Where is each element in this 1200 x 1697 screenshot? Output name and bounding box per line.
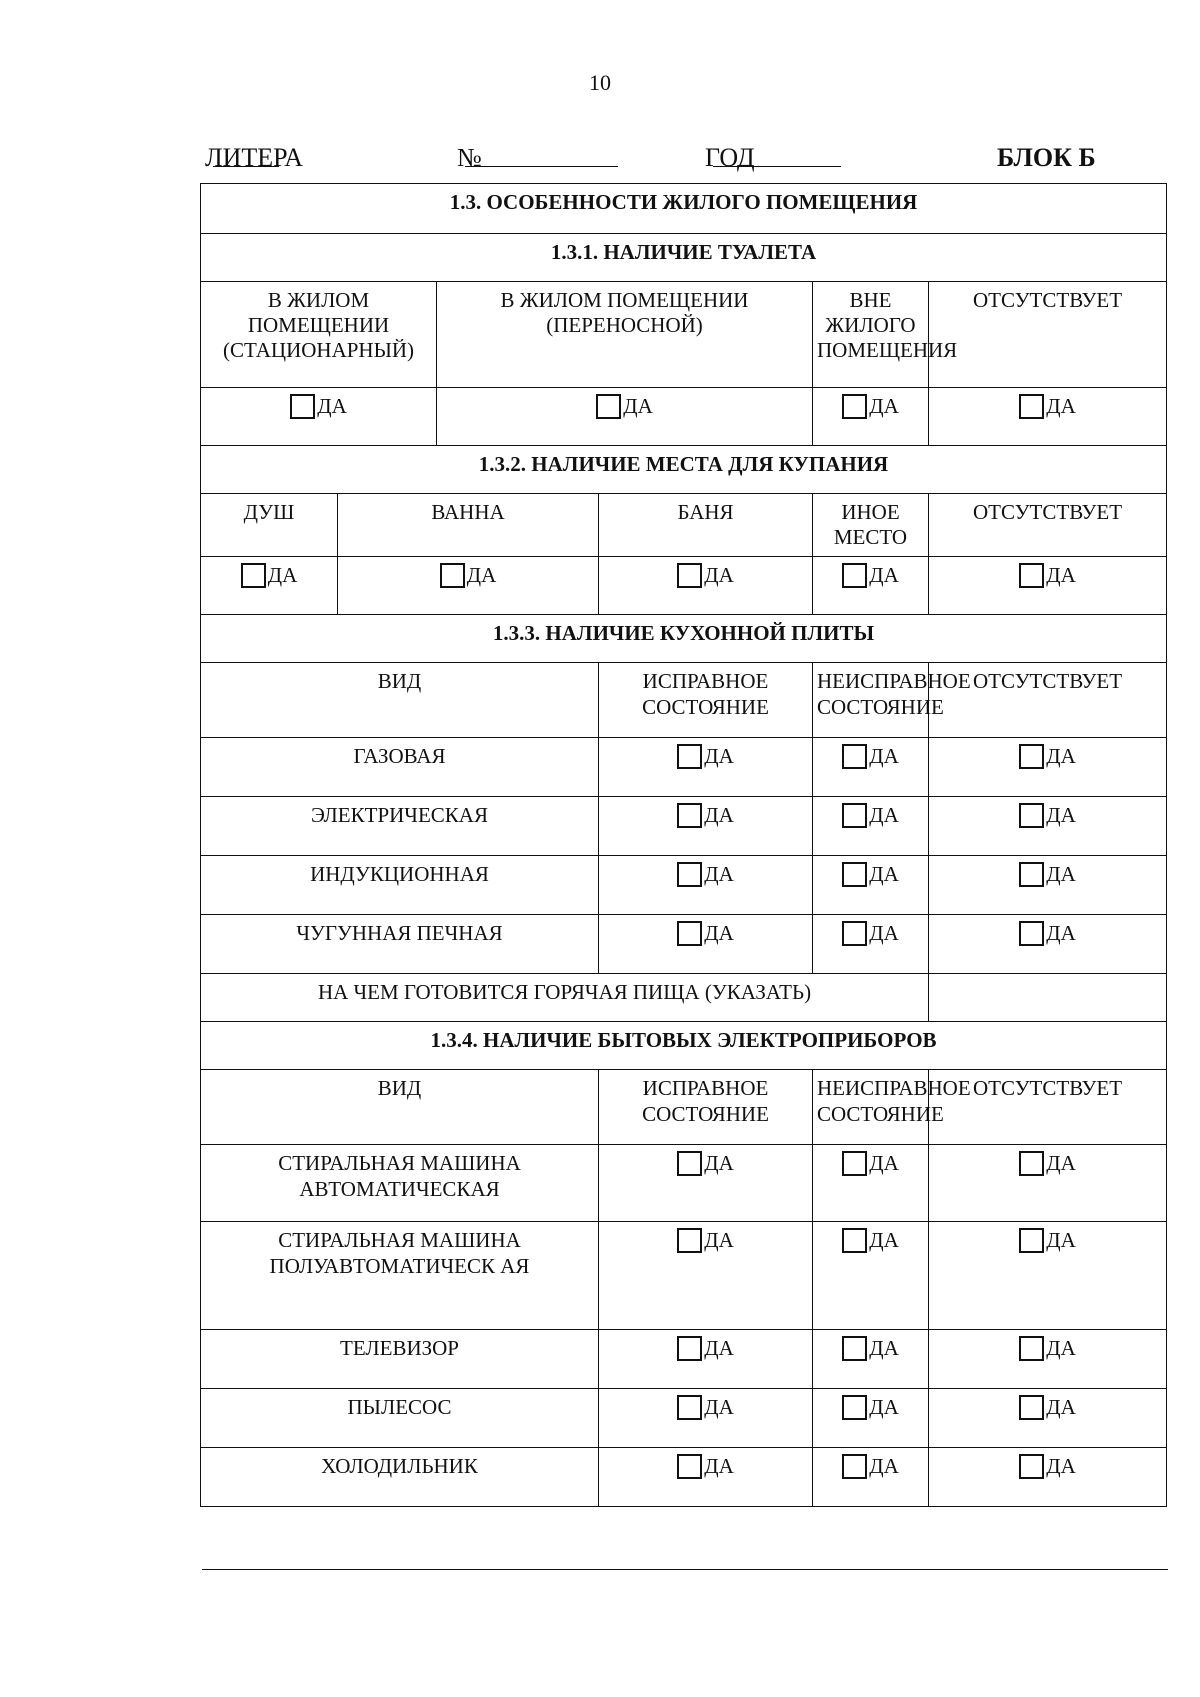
appliance-working-cell: [599, 1389, 813, 1448]
checkbox-option[interactable]: [241, 563, 298, 588]
checkbox-option[interactable]: [677, 1336, 734, 1361]
checkbox-option[interactable]: [677, 1228, 734, 1253]
checkbox-option[interactable]: [596, 394, 653, 419]
checkbox[interactable]: [1019, 862, 1044, 887]
checkbox[interactable]: [1019, 1151, 1044, 1176]
bathing-col-other: ИНОЕ МЕСТО: [813, 494, 929, 557]
stove-working-cell: [599, 738, 813, 797]
stove-row-label: ЧУГУННАЯ ПЕЧНАЯ: [201, 915, 599, 974]
checkbox-label: ДА: [1046, 1336, 1076, 1361]
checkbox-label: ДА: [869, 744, 899, 769]
bathing-col-shower: ДУШ: [201, 494, 338, 557]
checkbox[interactable]: [290, 394, 315, 419]
checkbox[interactable]: [1019, 744, 1044, 769]
page-number: 10: [589, 70, 611, 95]
checkbox-label: ДА: [1046, 1228, 1076, 1253]
checkbox-label: ДА: [704, 1336, 734, 1361]
checkbox[interactable]: [677, 1336, 702, 1361]
checkbox-label: ДА: [704, 1151, 734, 1176]
checkbox[interactable]: [677, 803, 702, 828]
stove-absent-cell: [929, 797, 1167, 856]
checkbox[interactable]: [1019, 1336, 1044, 1361]
checkbox[interactable]: [842, 803, 867, 828]
stove-absent-cell: [929, 738, 1167, 797]
stove-col-type: ВИД: [201, 663, 599, 738]
checkbox-option[interactable]: [842, 803, 899, 828]
checkbox-label: ДА: [704, 1454, 734, 1479]
checkbox-label: ДА: [869, 803, 899, 828]
appliance-working-cell: [599, 1145, 813, 1222]
checkbox[interactable]: [842, 394, 867, 419]
checkbox-option[interactable]: [440, 563, 497, 588]
stove-col-absent: ОТСУТСТВУЕТ: [929, 663, 1167, 738]
appliance-absent-cell: [929, 1448, 1167, 1507]
checkbox[interactable]: [1019, 1228, 1044, 1253]
stove-working-cell: [599, 797, 813, 856]
bathing-sauna-cell: [599, 557, 813, 615]
bathing-col-sauna: БАНЯ: [599, 494, 813, 557]
appliance-row-label: ПЫЛЕСОС: [201, 1389, 599, 1448]
section-title: 1.3. ОСОБЕННОСТИ ЖИЛОГО ПОМЕЩЕНИЯ: [201, 184, 1167, 234]
checkbox[interactable]: [677, 744, 702, 769]
checkbox-option[interactable]: [1019, 1336, 1076, 1361]
checkbox-option[interactable]: [842, 921, 899, 946]
stove-col-broken: НЕИСПРАВНОЕ СОСТОЯНИЕ: [813, 663, 929, 738]
hot-food-label: НА ЧЕМ ГОТОВИТСЯ ГОРЯЧАЯ ПИЩА (УКАЗАТЬ): [201, 974, 929, 1022]
checkbox-label: ДА: [1046, 862, 1076, 887]
number-blank[interactable]: [465, 143, 618, 167]
checkbox[interactable]: [677, 1151, 702, 1176]
checkbox-label: ДА: [1046, 1151, 1076, 1176]
checkbox-option[interactable]: [677, 1151, 734, 1176]
appliance-absent-cell: [929, 1145, 1167, 1222]
number-label: №: [457, 143, 482, 172]
appliance-row-label: ТЕЛЕВИЗОР: [201, 1330, 599, 1389]
bathing-absent-cell: [929, 557, 1167, 615]
checkbox[interactable]: [842, 1336, 867, 1361]
form-header: [205, 143, 1105, 183]
checkbox-label: ДА: [704, 1228, 734, 1253]
checkbox-option[interactable]: [677, 563, 734, 588]
bathing-section-title: 1.3.2. НАЛИЧИЕ МЕСТА ДЛЯ КУПАНИЯ: [201, 446, 1167, 494]
checkbox-option[interactable]: [1019, 1454, 1076, 1479]
toilet-section-title: 1.3.1. НАЛИЧИЕ ТУАЛЕТА: [201, 234, 1167, 282]
stove-broken-cell: [813, 797, 929, 856]
appliances-col-absent: ОТСУТСТВУЕТ: [929, 1070, 1167, 1145]
checkbox[interactable]: [1019, 1454, 1044, 1479]
checkbox-option[interactable]: [677, 862, 734, 887]
checkbox-option[interactable]: [842, 1454, 899, 1479]
checkbox-label: ДА: [704, 1395, 734, 1420]
hot-food-answer-field[interactable]: [929, 974, 1167, 1022]
checkbox-option[interactable]: [1019, 1151, 1076, 1176]
checkbox-option[interactable]: [677, 1454, 734, 1479]
stove-broken-cell: [813, 915, 929, 974]
checkbox-option[interactable]: [842, 394, 899, 419]
checkbox-label: ДА: [869, 394, 899, 418]
stove-row-label: ИНДУКЦИОННАЯ: [201, 856, 599, 915]
appliance-broken-cell: [813, 1448, 929, 1507]
block-label: БЛОК Б: [997, 143, 1096, 172]
appliance-row-label: СТИРАЛЬНАЯ МАШИНА АВТОМАТИЧЕСКАЯ: [201, 1145, 599, 1222]
toilet-col-absent: ОТСУТСТВУЕТ: [929, 282, 1167, 388]
footer-rule: [202, 1569, 1168, 1570]
appliance-absent-cell: [929, 1330, 1167, 1389]
stove-row-label: ГАЗОВАЯ: [201, 738, 599, 797]
checkbox[interactable]: [1019, 563, 1044, 588]
checkbox-option[interactable]: [677, 921, 734, 946]
checkbox[interactable]: [842, 921, 867, 946]
appliance-absent-cell: [929, 1222, 1167, 1330]
appliance-row-label: СТИРАЛЬНАЯ МАШИНА ПОЛУАВТОМАТИЧЕСК АЯ: [201, 1222, 599, 1330]
appliance-row-label: ХОЛОДИЛЬНИК: [201, 1448, 599, 1507]
living-space-form: [200, 183, 1167, 1507]
appliance-working-cell: [599, 1222, 813, 1330]
checkbox[interactable]: [677, 1228, 702, 1253]
checkbox-label: ДА: [704, 862, 734, 887]
checkbox-option[interactable]: [1019, 862, 1076, 887]
litera-blank[interactable]: [213, 143, 279, 167]
checkbox[interactable]: [677, 1454, 702, 1479]
checkbox-option[interactable]: [290, 394, 347, 419]
checkbox-option[interactable]: [1019, 1228, 1076, 1253]
checkbox[interactable]: [440, 563, 465, 588]
checkbox-option[interactable]: [842, 1151, 899, 1176]
appliance-working-cell: [599, 1448, 813, 1507]
stove-absent-cell: [929, 915, 1167, 974]
appliance-broken-cell: [813, 1389, 929, 1448]
checkbox-label: ДА: [1046, 394, 1076, 418]
checkbox[interactable]: [677, 1395, 702, 1420]
appliance-broken-cell: [813, 1330, 929, 1389]
checkbox-label: ДА: [1046, 803, 1076, 828]
checkbox[interactable]: [842, 1395, 867, 1420]
checkbox[interactable]: [842, 862, 867, 887]
checkbox-label: ДА: [623, 394, 653, 418]
checkbox-label: ДА: [869, 1151, 899, 1176]
checkbox-label: ДА: [704, 563, 734, 588]
stove-broken-cell: [813, 856, 929, 915]
checkbox-option[interactable]: [1019, 803, 1076, 828]
checkbox-option[interactable]: [1019, 563, 1076, 588]
checkbox[interactable]: [842, 1151, 867, 1176]
bathing-col-bath: ВАННА: [338, 494, 599, 557]
toilet-col-stationary: В ЖИЛОМ ПОМЕЩЕНИИ (СТАЦИОНАРНЫЙ): [201, 282, 437, 388]
checkbox-label: ДА: [267, 563, 298, 588]
checkbox-label: ДА: [869, 1228, 899, 1253]
toilet-outside-cell: [813, 388, 929, 446]
checkbox-option[interactable]: [842, 1228, 899, 1253]
litera-label: ЛИТЕРА: [205, 143, 304, 172]
bathing-col-absent: ОТСУТСТВУЕТ: [929, 494, 1167, 557]
year-label: ГОД: [705, 143, 755, 172]
checkbox-label: ДА: [704, 744, 734, 769]
stove-section-title: 1.3.3. НАЛИЧИЕ КУХОННОЙ ПЛИТЫ: [201, 615, 1167, 663]
checkbox-option[interactable]: [677, 744, 734, 769]
appliance-working-cell: [599, 1330, 813, 1389]
checkbox-label: ДА: [869, 1454, 899, 1479]
checkbox-option[interactable]: [677, 803, 734, 828]
toilet-col-portable: В ЖИЛОМ ПОМЕЩЕНИИ (ПЕРЕНОСНОЙ): [437, 282, 813, 388]
year-blank[interactable]: [713, 143, 841, 167]
checkbox-option[interactable]: [1019, 921, 1076, 946]
toilet-col-outside: ВНЕ ЖИЛОГО ПОМЕЩЕНИЯ: [813, 282, 929, 388]
checkbox-label: ДА: [317, 394, 347, 418]
appliances-col-working: ИСПРАВНОЕ СОСТОЯНИЕ: [599, 1070, 813, 1145]
checkbox-option[interactable]: [842, 1336, 899, 1361]
bathing-other-cell: [813, 557, 929, 615]
checkbox[interactable]: [677, 563, 702, 588]
checkbox-option[interactable]: [842, 862, 899, 887]
checkbox-option[interactable]: [1019, 744, 1076, 769]
checkbox-option[interactable]: [842, 744, 899, 769]
checkbox-label: ДА: [466, 563, 497, 588]
stove-col-working: ИСПРАВНОЕ СОСТОЯНИЕ: [599, 663, 813, 738]
appliance-broken-cell: [813, 1222, 929, 1330]
checkbox-option[interactable]: [1019, 1395, 1076, 1420]
checkbox-label: ДА: [1046, 563, 1076, 588]
stove-absent-cell: [929, 856, 1167, 915]
checkbox[interactable]: [241, 563, 266, 588]
checkbox[interactable]: [1019, 803, 1044, 828]
checkbox-option[interactable]: [842, 563, 899, 588]
toilet-absent-cell: [929, 388, 1167, 446]
checkbox-label: ДА: [869, 563, 899, 588]
checkbox-label: ДА: [869, 921, 899, 946]
checkbox[interactable]: [596, 394, 621, 419]
appliances-section-title: 1.3.4. НАЛИЧИЕ БЫТОВЫХ ЭЛЕКТРОПРИБОРОВ: [201, 1022, 1167, 1070]
bathing-shower-cell: [201, 557, 338, 615]
stove-row-label: ЭЛЕКТРИЧЕСКАЯ: [201, 797, 599, 856]
checkbox[interactable]: [842, 1228, 867, 1253]
checkbox-label: ДА: [704, 803, 734, 828]
checkbox-option[interactable]: [677, 1395, 734, 1420]
stove-working-cell: [599, 915, 813, 974]
checkbox-label: ДА: [869, 1395, 899, 1420]
checkbox-label: ДА: [1046, 921, 1076, 946]
bathing-bath-cell: [338, 557, 599, 615]
checkbox[interactable]: [842, 1454, 867, 1479]
checkbox[interactable]: [677, 862, 702, 887]
checkbox-option[interactable]: [842, 1395, 899, 1420]
checkbox-option[interactable]: [1019, 394, 1076, 419]
checkbox[interactable]: [1019, 394, 1044, 419]
checkbox-label: ДА: [1046, 1454, 1076, 1479]
checkbox[interactable]: [842, 744, 867, 769]
checkbox-label: ДА: [1046, 744, 1076, 769]
appliance-broken-cell: [813, 1145, 929, 1222]
checkbox[interactable]: [1019, 1395, 1044, 1420]
toilet-stationary-cell: [201, 388, 437, 446]
toilet-portable-cell: [437, 388, 813, 446]
checkbox-label: ДА: [1046, 1395, 1076, 1420]
checkbox-label: ДА: [869, 862, 899, 887]
checkbox[interactable]: [677, 921, 702, 946]
checkbox[interactable]: [1019, 921, 1044, 946]
checkbox-label: ДА: [869, 1336, 899, 1361]
stove-working-cell: [599, 856, 813, 915]
checkbox-label: ДА: [704, 921, 734, 946]
appliances-col-broken: НЕИСПРАВНОЕ СОСТОЯНИЕ: [813, 1070, 929, 1145]
appliance-absent-cell: [929, 1389, 1167, 1448]
stove-broken-cell: [813, 738, 929, 797]
appliances-col-type: ВИД: [201, 1070, 599, 1145]
checkbox[interactable]: [842, 563, 867, 588]
